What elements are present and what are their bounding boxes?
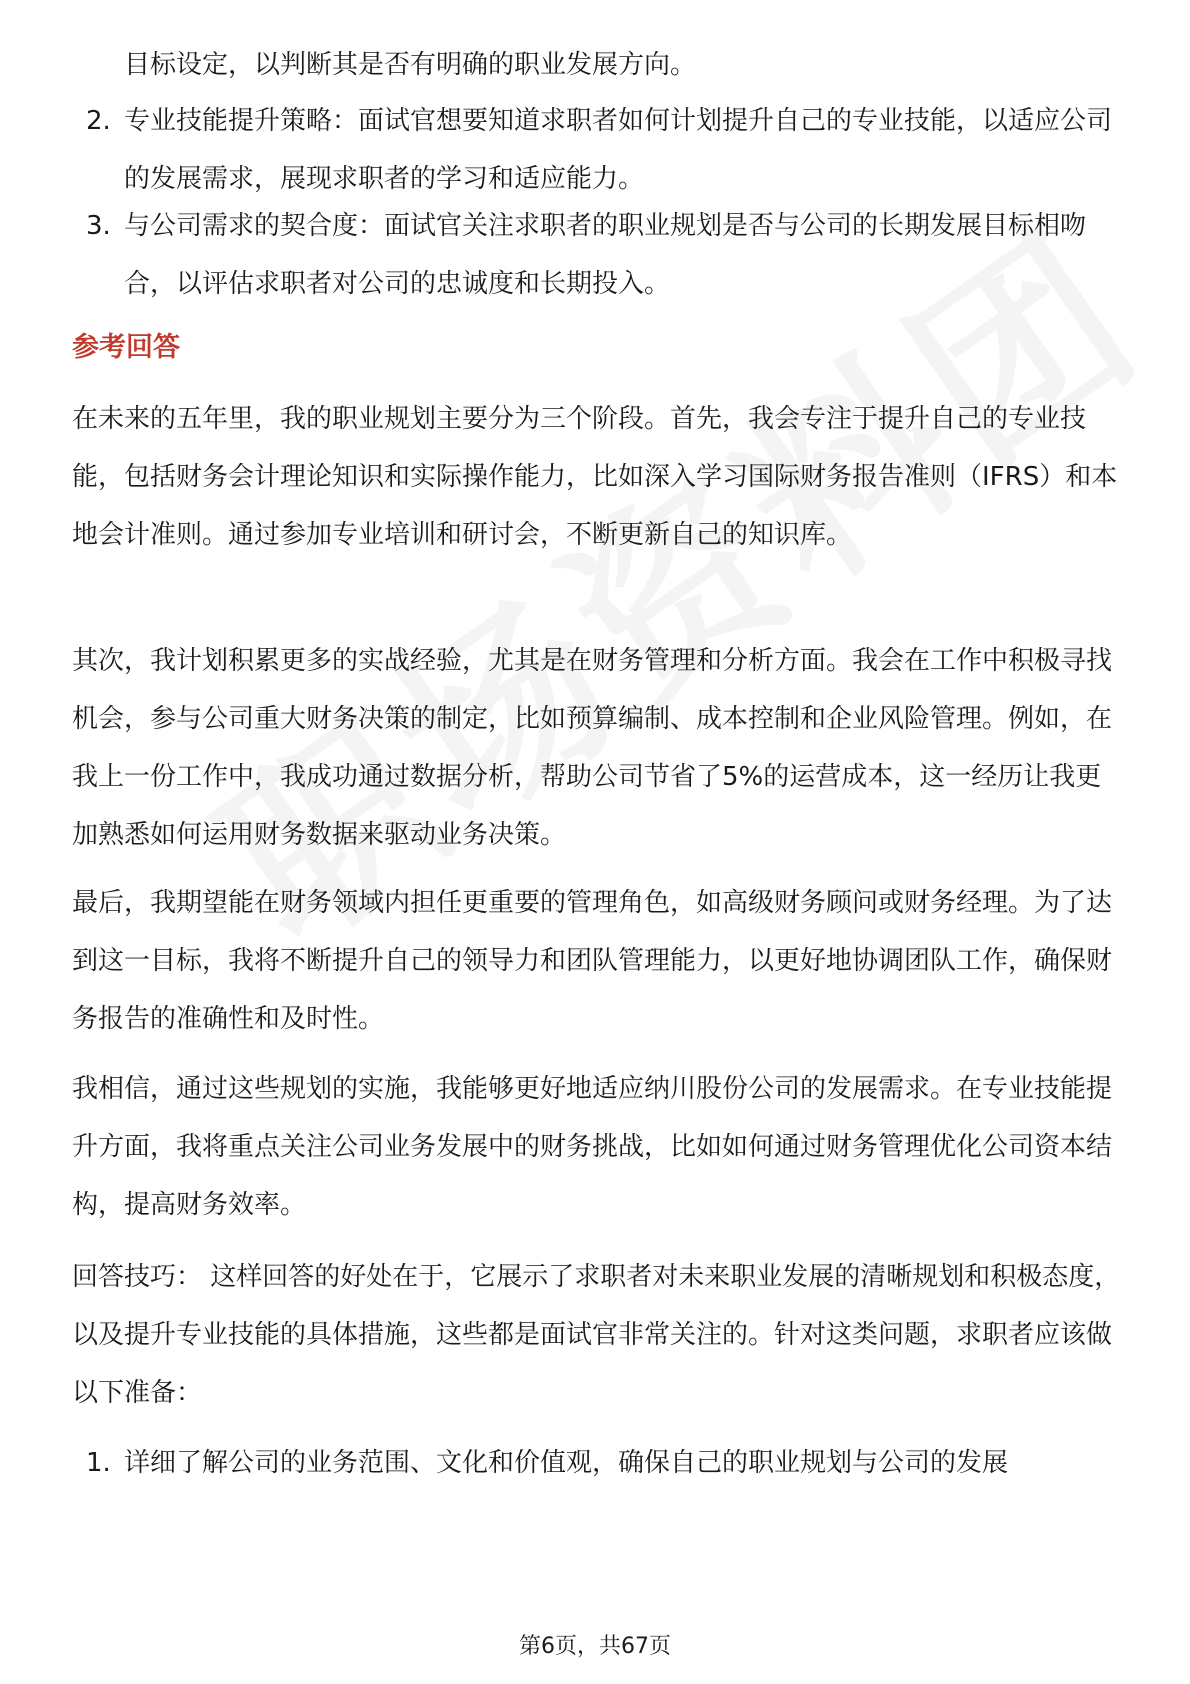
paragraph: 回答技巧： 这样回答的好处在于，它展示了求职者对未来职业发展的清晰规划和积极态度，以及提升专业技能的具体措施，这些都是面试官非常关注的。针对这类问题，求职者应该做以下准备： [72,1262,1121,1408]
list-item-text: 专业技能提升策略：面试官想要知道求职者如何计划提升自己的专业技能，以适应公司的发展需求，展现求职者的学习和适应能力。 [124,106,1113,194]
list-item-continuation [72,36,1122,94]
list-item-number: 1. [86,1448,111,1478]
list-item-text: 与公司需求的契合度：面试官关注求职者的职业规划是否与公司的长期发展目标相吻合，以评估求职者对公司的忠诚度和长期投入。 [124,211,1087,299]
paragraph: 最后，我期望能在财务领域内担任更重要的管理角色，如高级财务顾问或财务经理。为了达到这一目标，我将不断提升自己的领导力和团队管理能力，以更好地协调团队工作，确保财务报告的准确性和及时性。 [72,888,1113,1034]
list-item [72,197,1122,313]
list-item [72,92,1122,208]
page-footer: 第6页，共67页 [519,1634,671,1659]
section-heading: 参考回答 [72,332,180,363]
list-item-text: 详细了解公司的业务范围、文化和价值观，确保自己的职业规划与公司的发展 [124,1448,1009,1478]
paragraph: 在未来的五年里，我的职业规划主要分为三个阶段。首先，我会专注于提升自己的专业技能，包括财务会计理论知识和实际操作能力，比如深入学习国际财务报告准则（IFRS）和本地会计准则。通过参加专业培训和研讨会，不断更新自己的知识库。 [72,404,1118,550]
paragraph: 我相信，通过这些规划的实施，我能够更好地适应纳川股份公司的发展需求。在专业技能提升方面，我将重点关注公司业务发展中的财务挑战，比如如何通过财务管理优化公司资本结构，提高财务效率。 [72,1074,1113,1220]
list-item-text: 目标设定，以判断其是否有明确的职业发展方向。 [124,50,697,80]
paragraph: 其次，我计划积累更多的实战经验，尤其是在财务管理和分析方面。我会在工作中积极寻找机会，参与公司重大财务决策的制定，比如预算编制、成本控制和企业风险管理。例如，在我上一份工作中，我成功通过数据分析，帮助公司节省了5%的运营成本，这一经历让我更加熟悉如何运用财务数据来驱动业务决策。 [72,646,1113,850]
list-item-number: 3. [86,211,111,241]
list-item-number: 2. [86,106,111,136]
list-item [72,1434,1122,1492]
